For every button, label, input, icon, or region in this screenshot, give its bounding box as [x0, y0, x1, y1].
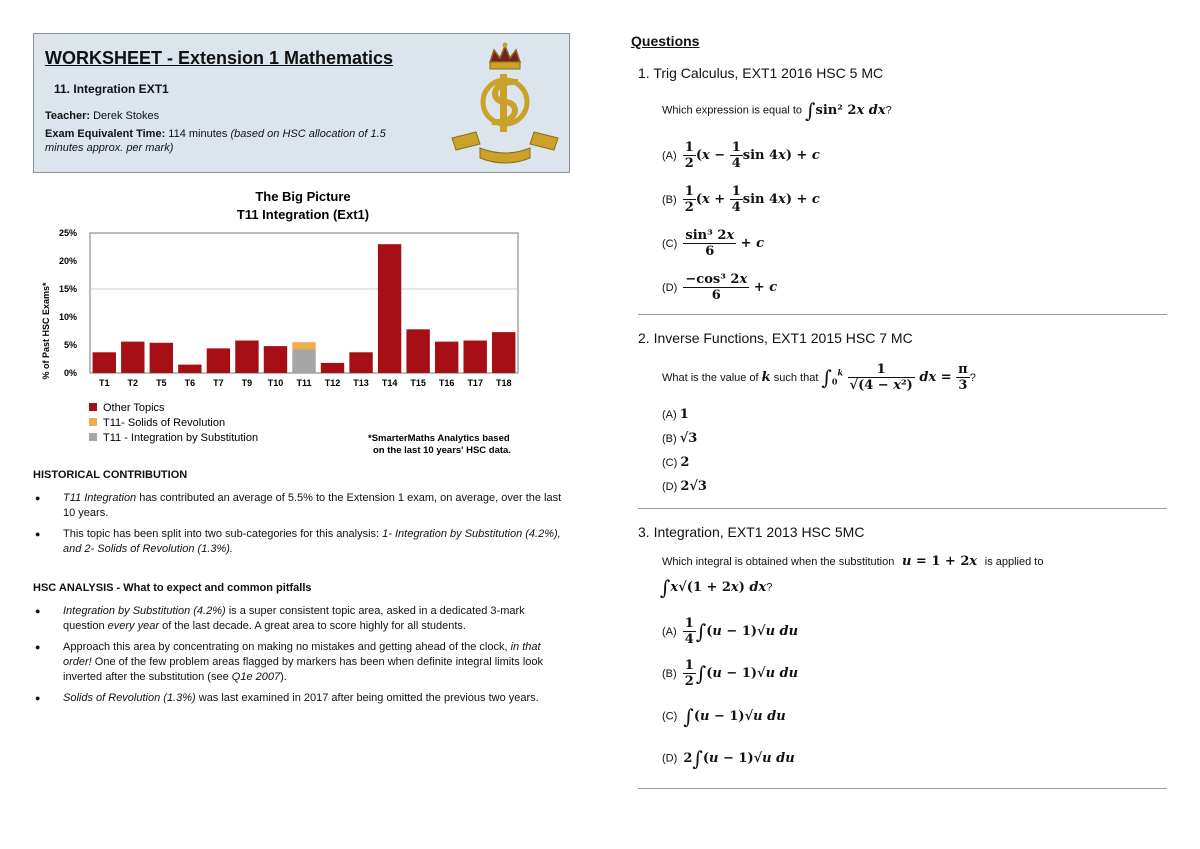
question-3-integral: ∫x√(1 + 2x) dx? — [660, 575, 773, 599]
worksheet-header — [33, 33, 570, 173]
analysis-bullet-1: ● Integration by Substitution (4.2%) is a super consistent topic area, asked in a dedicated 3-mark question every year of the last decade. A great area to score highly for all students. — [33, 604, 563, 634]
legend-label: T11 - Integration by Substitution — [103, 432, 259, 444]
divider-1 — [638, 314, 1167, 315]
chart-bar — [464, 341, 487, 373]
chart-x-tick-label: T11 — [296, 378, 312, 388]
legend-swatch — [89, 433, 97, 441]
historical-bullet-1: ● T11 Integration has contributed an average of 5.5% to the Extension 1 exam, on average, over the last 10 years. — [33, 491, 563, 521]
chart-bar — [235, 341, 258, 373]
question-3-option-d[interactable]: (D) 2∫(u − 1)√u du — [662, 746, 795, 770]
question-3-option-a[interactable]: (A) $\frac{1}{4}$ ∫(u − 1)√u du — [662, 616, 799, 647]
chart-y-tick-label: 20% — [58, 256, 77, 266]
chart-note-1: *SmarterMaths Analytics based — [368, 433, 510, 444]
chart-bar — [492, 332, 515, 373]
historical-bullets — [33, 491, 563, 563]
analysis-bullet-3: ● Solids of Revolution (1.3%) was last examined in 2017 after being omitted the previous two years. — [33, 691, 563, 706]
chart-bar — [349, 352, 372, 373]
chart-bar — [378, 244, 401, 373]
question-1-option-c[interactable]: (C) $\frac{\text{sin³ 2x}}{6}$ + c — [662, 228, 765, 259]
chart-subtitle: T11 Integration (Ext1) — [236, 207, 370, 222]
exam-time-note-2: minutes approx. per mark) — [45, 142, 174, 154]
chart-x-tick-label: T14 — [381, 378, 398, 388]
question-3-option-c[interactable]: (C) ∫(u − 1)√u du — [662, 704, 786, 728]
chart-y-tick-label: 0% — [63, 368, 77, 378]
chart-x-tick-label: T10 — [267, 378, 284, 388]
chart-bar — [321, 363, 344, 373]
teacher-line — [45, 110, 159, 122]
chart-y-tick-label: 15% — [58, 284, 77, 294]
question-1-option-b[interactable]: (B) $\frac{1}{2}$ (x + $\frac{1}{4}$ sin 4x) + c — [662, 184, 820, 215]
chart-bar — [121, 342, 144, 373]
chart-y-tick-label: 25% — [58, 228, 77, 238]
chart-x-tick-label: T5 — [156, 378, 167, 388]
analysis-bullets — [33, 604, 563, 712]
teacher-label: Teacher: — [45, 110, 91, 122]
chart-bar — [292, 349, 315, 373]
legend-swatch — [89, 418, 97, 426]
chart-y-tick-label: 5% — [63, 340, 77, 350]
chart-x-tick-label: T1 — [99, 378, 110, 388]
question-2-option-c[interactable]: (C) 2 — [662, 455, 690, 470]
question-2-option-a[interactable]: (A) 1 — [662, 407, 689, 422]
exam-time-line — [45, 128, 386, 140]
questions-column — [620, 30, 1167, 830]
chart-x-tick-label: T16 — [438, 378, 455, 388]
school-crest-logo — [450, 40, 560, 166]
divider-3 — [638, 788, 1167, 789]
question-3-text: Which integral is obtained when the substitution u = 1 + 2x is applied to — [662, 554, 1044, 569]
question-1-option-d[interactable]: (D) $\frac{\text{−cos³ 2x}}{6}$ + c — [662, 272, 778, 303]
chart-y-axis-label: % of Past HSC Exams* — [41, 282, 51, 380]
chart-x-tick-label: T17 — [467, 378, 483, 388]
chart-bar — [435, 342, 458, 373]
exam-time-note: (based on HSC allocation of 1.5 — [230, 128, 386, 140]
left-column — [33, 33, 570, 704]
question-3-title: 3. Integration, EXT1 2013 HSC 5MC — [638, 524, 865, 540]
chart-svg — [33, 179, 570, 489]
question-2-option-b[interactable]: (B) √3 — [662, 431, 698, 446]
historical-bullet-2: ● This topic has been split into two sub-categories for this analysis: 1- Integration by Substitution (4.2%), and 2- Solids of Revolution (1.3%). — [33, 527, 563, 557]
chart-bar — [150, 343, 173, 373]
chart-bar — [207, 348, 230, 373]
chart-y-tick-label: 10% — [58, 312, 77, 322]
legend-label: T11- Solids of Revolution — [103, 417, 226, 429]
chart-x-tick-label: T18 — [495, 378, 512, 388]
chart-x-tick-label: T2 — [127, 378, 139, 388]
chart-title: The Big Picture — [255, 189, 351, 204]
chart-bar — [292, 342, 315, 349]
divider-2 — [638, 508, 1167, 509]
question-1-text: Which expression is equal to ∫sin² 2x dx? — [662, 98, 892, 122]
worksheet-title: WORKSHEET - Extension 1 Mathematics — [45, 48, 394, 68]
worksheet-subtitle: 11. Integration EXT1 — [54, 82, 169, 96]
chart-bar — [406, 329, 429, 373]
legend-swatch — [89, 403, 97, 411]
teacher-name: Derek Stokes — [93, 110, 160, 122]
question-2-option-d[interactable]: (D) 2√3 — [662, 479, 707, 494]
question-2-text: What is the value of k such that $\int_0^k$ $\frac{1}{\text{√(4 − x²)}}$ dx = $\frac{\pi}{3}$ ? — [662, 362, 976, 393]
question-1-option-a[interactable]: (A) $\frac{1}{2}$ (x − $\frac{1}{4}$ sin 4x) + c — [662, 140, 820, 171]
big-picture-chart — [33, 179, 570, 489]
chart-bar — [264, 346, 287, 373]
question-1-title: 1. Trig Calculus, EXT1 2016 HSC 5 MC — [638, 65, 884, 81]
chart-x-tick-label: T15 — [410, 378, 426, 388]
questions-heading: Questions — [631, 33, 700, 49]
historical-heading: HISTORICAL CONTRIBUTION — [33, 469, 188, 481]
chart-x-tick-label: T9 — [241, 378, 253, 388]
chart-x-tick-label: T6 — [184, 378, 196, 388]
question-3-option-b[interactable]: (B) $\frac{1}{2}$ ∫(u − 1)√u du — [662, 658, 799, 689]
chart-bar — [93, 352, 116, 373]
question-2-title: 2. Inverse Functions, EXT1 2015 HSC 7 MC — [638, 330, 913, 346]
legend-label: Other Topics — [103, 402, 165, 414]
exam-time-label: Exam Equivalent Time: — [45, 128, 166, 140]
analysis-bullet-2: ● Approach this area by concentrating on making no mistakes and getting ahead of the clock, in that order! One of the few problem areas flagged by markers has been when definite integral limits look inverted after the substitution (see Q1e 2007). — [33, 640, 563, 685]
chart-x-tick-label: T12 — [324, 378, 341, 388]
chart-bar — [178, 365, 201, 373]
chart-x-tick-label: T13 — [353, 378, 369, 388]
chart-note-2: on the last 10 years' HSC data. — [373, 445, 511, 456]
exam-time-value: 114 minutes — [168, 128, 228, 140]
chart-x-tick-label: T7 — [213, 378, 224, 388]
analysis-heading: HSC ANALYSIS - What to expect and common pitfalls — [33, 582, 312, 594]
